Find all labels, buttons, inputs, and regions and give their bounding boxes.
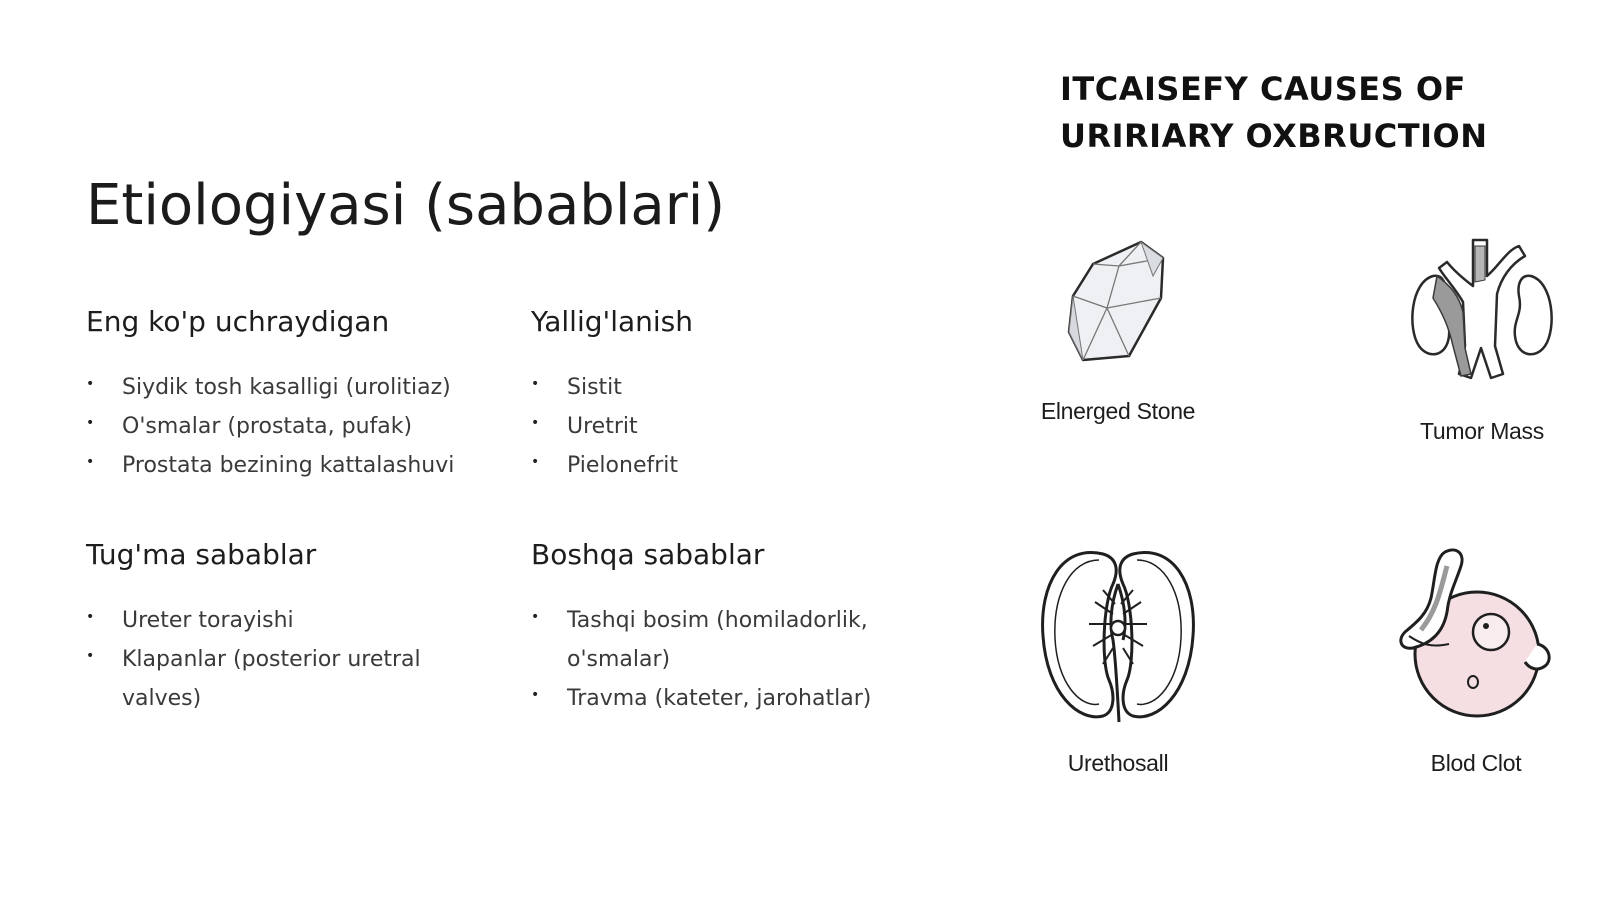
list-item	[531, 601, 911, 679]
list-item	[86, 601, 486, 640]
panel-title-line: URIRIARY OXBRUCTION	[1060, 117, 1488, 155]
section-heading: Boshqa sabablar	[531, 538, 765, 571]
list-item-text: Prostata bezining kattalashuvi	[122, 453, 455, 478]
bullet-list	[531, 601, 911, 718]
list-item	[86, 368, 486, 407]
bullet-list	[531, 368, 901, 485]
bullet-icon: •	[531, 687, 540, 703]
kidney-stone-icon	[1063, 236, 1173, 366]
illustration-panel-title	[1060, 66, 1560, 160]
list-item	[531, 679, 911, 718]
bullet-icon: •	[531, 454, 540, 470]
illustration-caption: Urethosall	[1067, 750, 1169, 776]
section-other	[531, 535, 911, 718]
illustration-stone	[1008, 236, 1228, 426]
bullet-list	[86, 601, 486, 718]
bullet-icon: •	[531, 376, 540, 392]
list-item	[531, 407, 901, 446]
blood-clot-icon	[1391, 544, 1561, 724]
list-item-text: Uretrit	[567, 414, 638, 439]
list-item-text: Ureter torayishi	[122, 608, 294, 633]
bullet-icon: •	[86, 648, 95, 664]
slide-title: Etiologiyasi (sabablari)	[86, 173, 726, 238]
bullet-icon: •	[86, 415, 95, 431]
bullet-icon: •	[86, 376, 95, 392]
illustration-caption: Blod Clot	[1430, 750, 1522, 776]
list-item-text: Travma (kateter, jarohatlar)	[567, 686, 872, 711]
section-heading: Yallig'lanish	[531, 305, 694, 338]
list-item	[86, 446, 486, 485]
bullet-icon: •	[86, 609, 95, 625]
list-item-text: Tashqi bosim (homiladorlik, o'smalar)	[567, 608, 868, 672]
section-heading: Tug'ma sabablar	[86, 538, 317, 571]
section-heading: Eng ko'p uchraydigan	[86, 305, 390, 338]
illustration-kidney	[1008, 544, 1228, 778]
panel-title-line: ITCAISEFY CAUSES OF	[1060, 70, 1466, 108]
section-congenital	[86, 535, 486, 718]
section-inflammation	[531, 302, 901, 485]
list-item-text: Sistit	[567, 375, 622, 400]
list-item-text: Klapanlar (posterior uretral valves)	[122, 647, 421, 711]
kidney-tumor-icon	[1407, 236, 1557, 386]
list-item	[531, 368, 901, 407]
illustration-caption: Tumor Mass	[1420, 418, 1544, 444]
list-item	[86, 640, 486, 718]
illustration-caption: Elnerged Stone	[1040, 398, 1196, 424]
list-item	[86, 407, 486, 446]
illustration-clot	[1366, 544, 1586, 778]
list-item-text: O'smalar (prostata, pufak)	[122, 414, 413, 439]
illustration-tumor	[1372, 236, 1592, 446]
kidney-cross-section-icon	[1033, 544, 1203, 724]
list-item	[531, 446, 901, 485]
bullet-icon: •	[531, 609, 540, 625]
bullet-icon: •	[531, 415, 540, 431]
list-item-text: Siydik tosh kasalligi (urolitiaz)	[122, 375, 451, 400]
bullet-list	[86, 368, 486, 485]
section-most-common	[86, 302, 486, 485]
bullet-icon: •	[86, 454, 95, 470]
list-item-text: Pielonefrit	[567, 453, 679, 478]
